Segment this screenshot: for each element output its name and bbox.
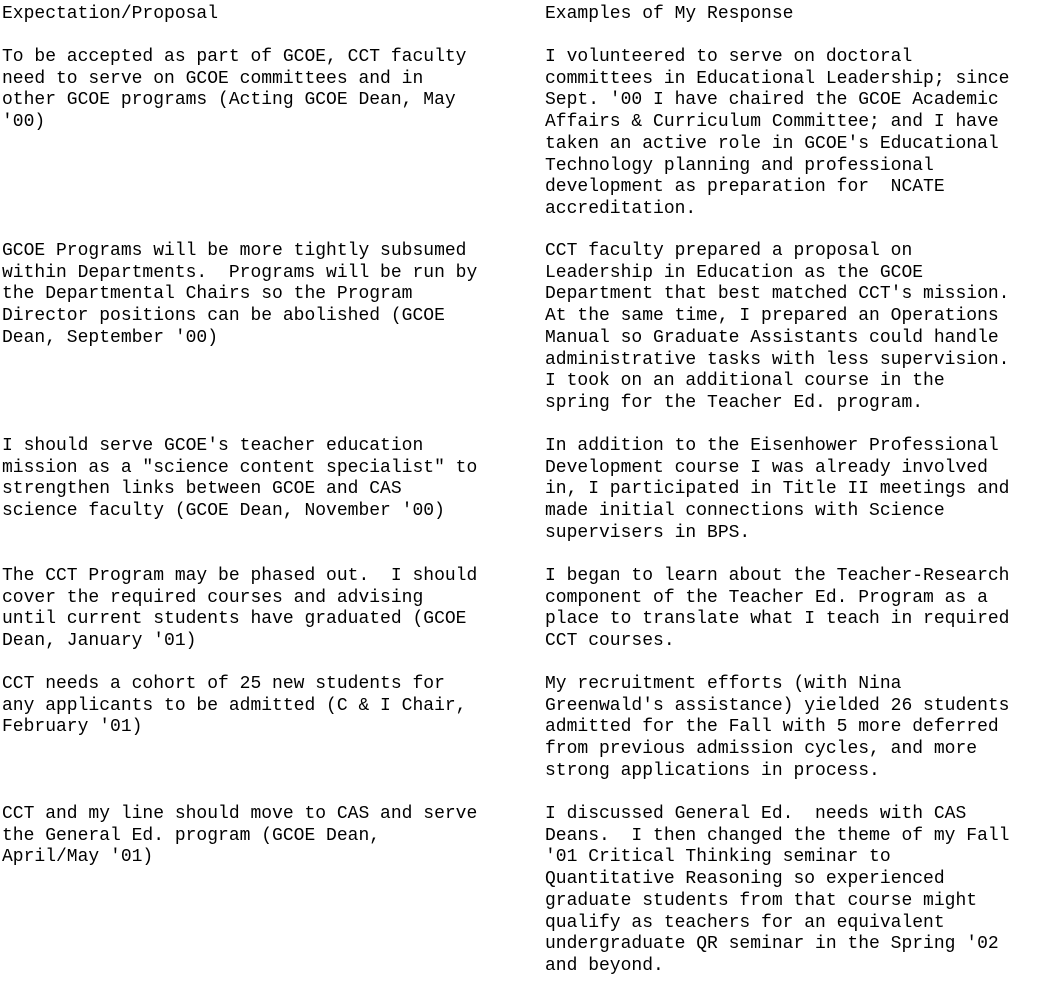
expectation-text: GCOE Programs will be more tightly subsumed within Departments. Programs will be run by the Departmental Chairs so the Program Director positions can be abolished (GCOE Dean, September '00) — [2, 241, 478, 348]
header-expectation: Expectation/Proposal — [2, 4, 219, 24]
response-text: In addition to the Eisenhower Professional Development course I was already involved in, I participated in Title II meetings and made initial connections with Science supervisers in BPS. — [545, 436, 1010, 543]
header-response: Examples of My Response — [545, 4, 794, 24]
expectation-text: I should serve GCOE's teacher education mission as a "science content specialist" to strengthen links between GCOE and CAS science faculty (GCOE Dean, November '00) — [2, 436, 478, 522]
expectation-text: The CCT Program may be phased out. I should cover the required courses and advising until current students have graduated (GCOE Dean, January '01) — [2, 566, 478, 652]
response-text: I volunteered to serve on doctoral committees in Educational Leadership; since Sept. '00 I have chaired the GCOE Academic Affairs & Curriculum Committee; and I have taken an active role in GCOE's Educational Technology planning and professional development as preparation for NCATE accreditation. — [545, 47, 1010, 219]
expectation-text: CCT and my line should move to CAS and serve the General Ed. program (GCOE Dean, April/May '01) — [2, 804, 478, 868]
response-text: I began to learn about the Teacher-Research component of the Teacher Ed. Program as a place to translate what I teach in required CCT courses. — [545, 566, 1010, 652]
response-text: CCT faculty prepared a proposal on Leadership in Education as the GCOE Department that best matched CCT's mission. At the same time, I prepared an Operations Manual so Graduate Assistants could handle administrative tasks with less supervision. I took on an additional course in the spring for the Teacher Ed. program. — [545, 241, 1010, 413]
response-text: My recruitment efforts (with Nina Greenwald's assistance) yielded 26 students admitted for the Fall with 5 more deferred from previous admission cycles, and more strong applications in process. — [545, 674, 1010, 781]
response-text: I discussed General Ed. needs with CAS Deans. I then changed the theme of my Fall '01 Critical Thinking seminar to Quantitative Reasoning so experienced graduate students from that course might qualify as teachers for an equivalent undergraduate QR seminar in the Spring '02 and beyond. — [545, 804, 1010, 976]
expectation-text: To be accepted as part of GCOE, CCT faculty need to serve on GCOE committees and in other GCOE programs (Acting GCOE Dean, May '00) — [2, 47, 467, 133]
expectation-text: CCT needs a cohort of 25 new students for any applicants to be admitted (C & I Chair, February '01) — [2, 674, 467, 738]
